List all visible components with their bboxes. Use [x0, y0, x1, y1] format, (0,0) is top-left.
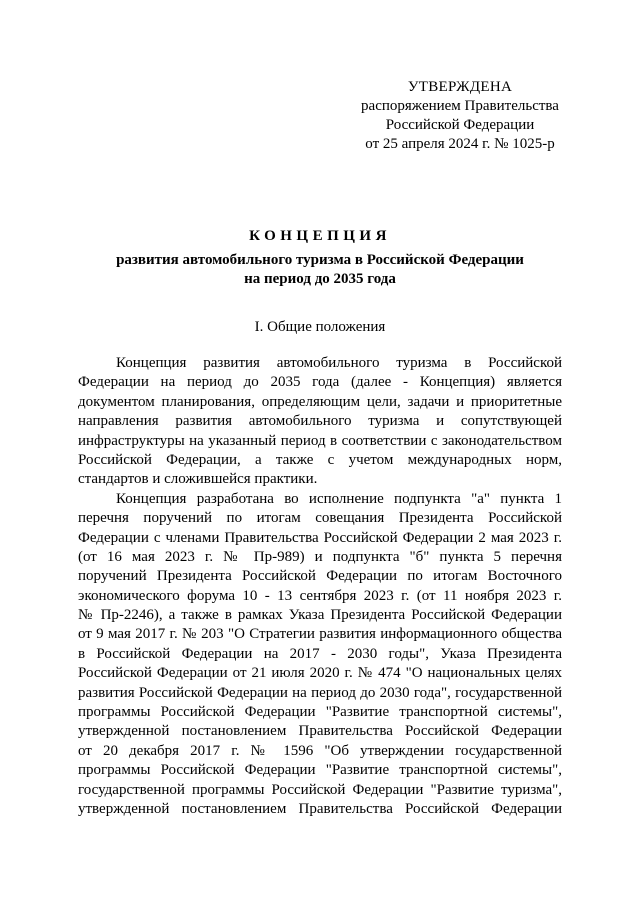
text-line: Концепция разработана во исполнение подпункта "а" пункта 1 — [116, 490, 562, 507]
text-line: утвержденной постановлением Правительства Российской Федерации — [78, 723, 562, 740]
text-line: утвержденной постановлением Правительства Российской Федерации — [78, 800, 562, 817]
text-line: от 20 декабря 2017 г. № 1596 "Об утверждении государственной — [78, 742, 562, 759]
text-line: развития Российской Федерации на период до 2030 года", государственной — [78, 684, 562, 701]
text-line: программы Российской Федерации "Развитие транспортной системы", — [78, 704, 562, 721]
text-line: Концепция развития автомобильного туризма в Российской — [116, 355, 562, 371]
text-line: от 9 мая 2017 г. № 203 "О Стратегии развития информационного общества — [78, 626, 562, 643]
text-line: Российской Федерации, а также с учетом международных норм, — [78, 451, 562, 468]
text-line: Федерации с членами Правительства Российской Федерации 2 мая 2023 г. — [78, 529, 562, 546]
text-line: № Пр-2246), а также в рамках Указа Президента Российской Федерации — [78, 607, 562, 624]
text-line: Федерации на период до 2035 года (далее - Концепция) является — [78, 374, 562, 391]
approval-title: УТВЕРЖДЕНА — [407, 79, 513, 95]
text-line: поручений Президента Российской Федерации по итогам Восточного — [78, 568, 562, 585]
document-subtitle-line-2: на период до 2035 года — [244, 271, 396, 287]
text-line: перечня поручений по итогам совещания Президента Российской — [78, 510, 562, 527]
document-title: КОНЦЕПЦИЯ — [249, 228, 391, 244]
approval-line-1: распоряжением Правительства — [361, 98, 559, 114]
text-line: государственной программы Российской Федерации "Развитие туризма", — [78, 781, 562, 798]
text-line: (от 16 мая 2023 г. № Пр-989) и подпункта "б" пункта 5 перечня — [78, 548, 562, 565]
text-line: документом планирования, определяющим цели, задачи и приоритетные — [78, 393, 562, 410]
text-line: в Российской Федерации на 2017 - 2030 годы", Указа Президента — [78, 645, 562, 662]
text-line: экономического форума 10 - 13 сентября 2023 г. (от 11 ноября 2023 г. — [78, 587, 562, 604]
body-text — [78, 354, 562, 819]
approval-block — [340, 78, 580, 154]
approval-line-2: Российской Федерации — [385, 117, 535, 133]
text-line: направления развития автомобильного туризма и сопутствующей — [78, 413, 562, 430]
document-subtitle — [78, 251, 562, 289]
text-line: инфраструктуры на указанный период в соответствии с законодательством — [78, 432, 562, 449]
text-line: программы Российской Федерации "Развитие транспортной системы", — [78, 762, 562, 779]
approval-line-3: от 25 апреля 2024 г. № 1025-р — [365, 136, 555, 152]
text-line: стандартов и сложившейся практики. — [78, 471, 318, 488]
text-line: Российской Федерации от 21 июля 2020 г. № 474 "О национальных целях — [78, 665, 562, 682]
section-heading: I. Общие положения — [254, 319, 386, 335]
document-subtitle-line-1: развития автомобильного туризма в Российской Федерации — [116, 252, 524, 268]
